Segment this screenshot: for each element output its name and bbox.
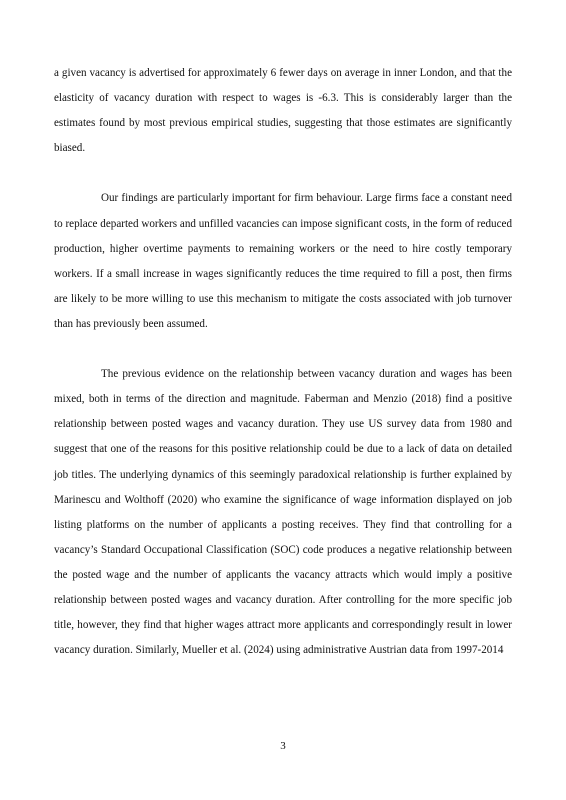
paragraph-previous-evidence: The previous evidence on the relationship between vacancy duration and wages has been mixed, both in terms of the direction and magnitude. Faberman and Menzio (2018) find a positive relationship between posted wages and vacancy duration. They use US survey data from 1980 and suggest that one of the reasons for this positive relationship could be due to a lack of data on detailed job titles. The underlying dynamics of this seemingly paradoxical relationship is further explained by Marinescu and Wolthoff (2020) who examine the significance of wage information displayed on job listing platforms on the number of applicants a posting receives. They find that controlling for a vacancy’s Standard Occupational Classification (SOC) code produces a negative relationship between the posted wage and the number of applicants the vacancy attracts which would imply a positive relationship between posted wages and vacancy duration. After controlling for the more specific job title, however, they find that higher wages attract more applicants and correspondingly result in lower vacancy duration. Similarly, Mueller et al. (2024) using administrative Austrian data from 1997-2014: [54, 368, 512, 657]
body-text: [54, 61, 512, 663]
paragraph-firm-behaviour: Our findings are particularly important for firm behaviour. Large firms face a constant need to replace departed workers and unfilled vacancies can impose significant costs, in the form of reduced production, higher overtime payments to remaining workers or the need to hire costly temporary workers. If a small increase in wages significantly reduces the time required to fill a post, then firms are likely to be more willing to use this mechanism to mitigate the costs associated with job turnover than has previously been assumed.: [54, 192, 512, 330]
paragraph-continuation: a given vacancy is advertised for approximately 6 fewer days on average in inner London, and that the elasticity of vacancy duration with respect to wages is -6.3. This is considerably larger than the estimates found by most previous empirical studies, suggesting that those estimates are significantly biased.: [54, 67, 512, 155]
page-number: 3: [280, 740, 286, 752]
